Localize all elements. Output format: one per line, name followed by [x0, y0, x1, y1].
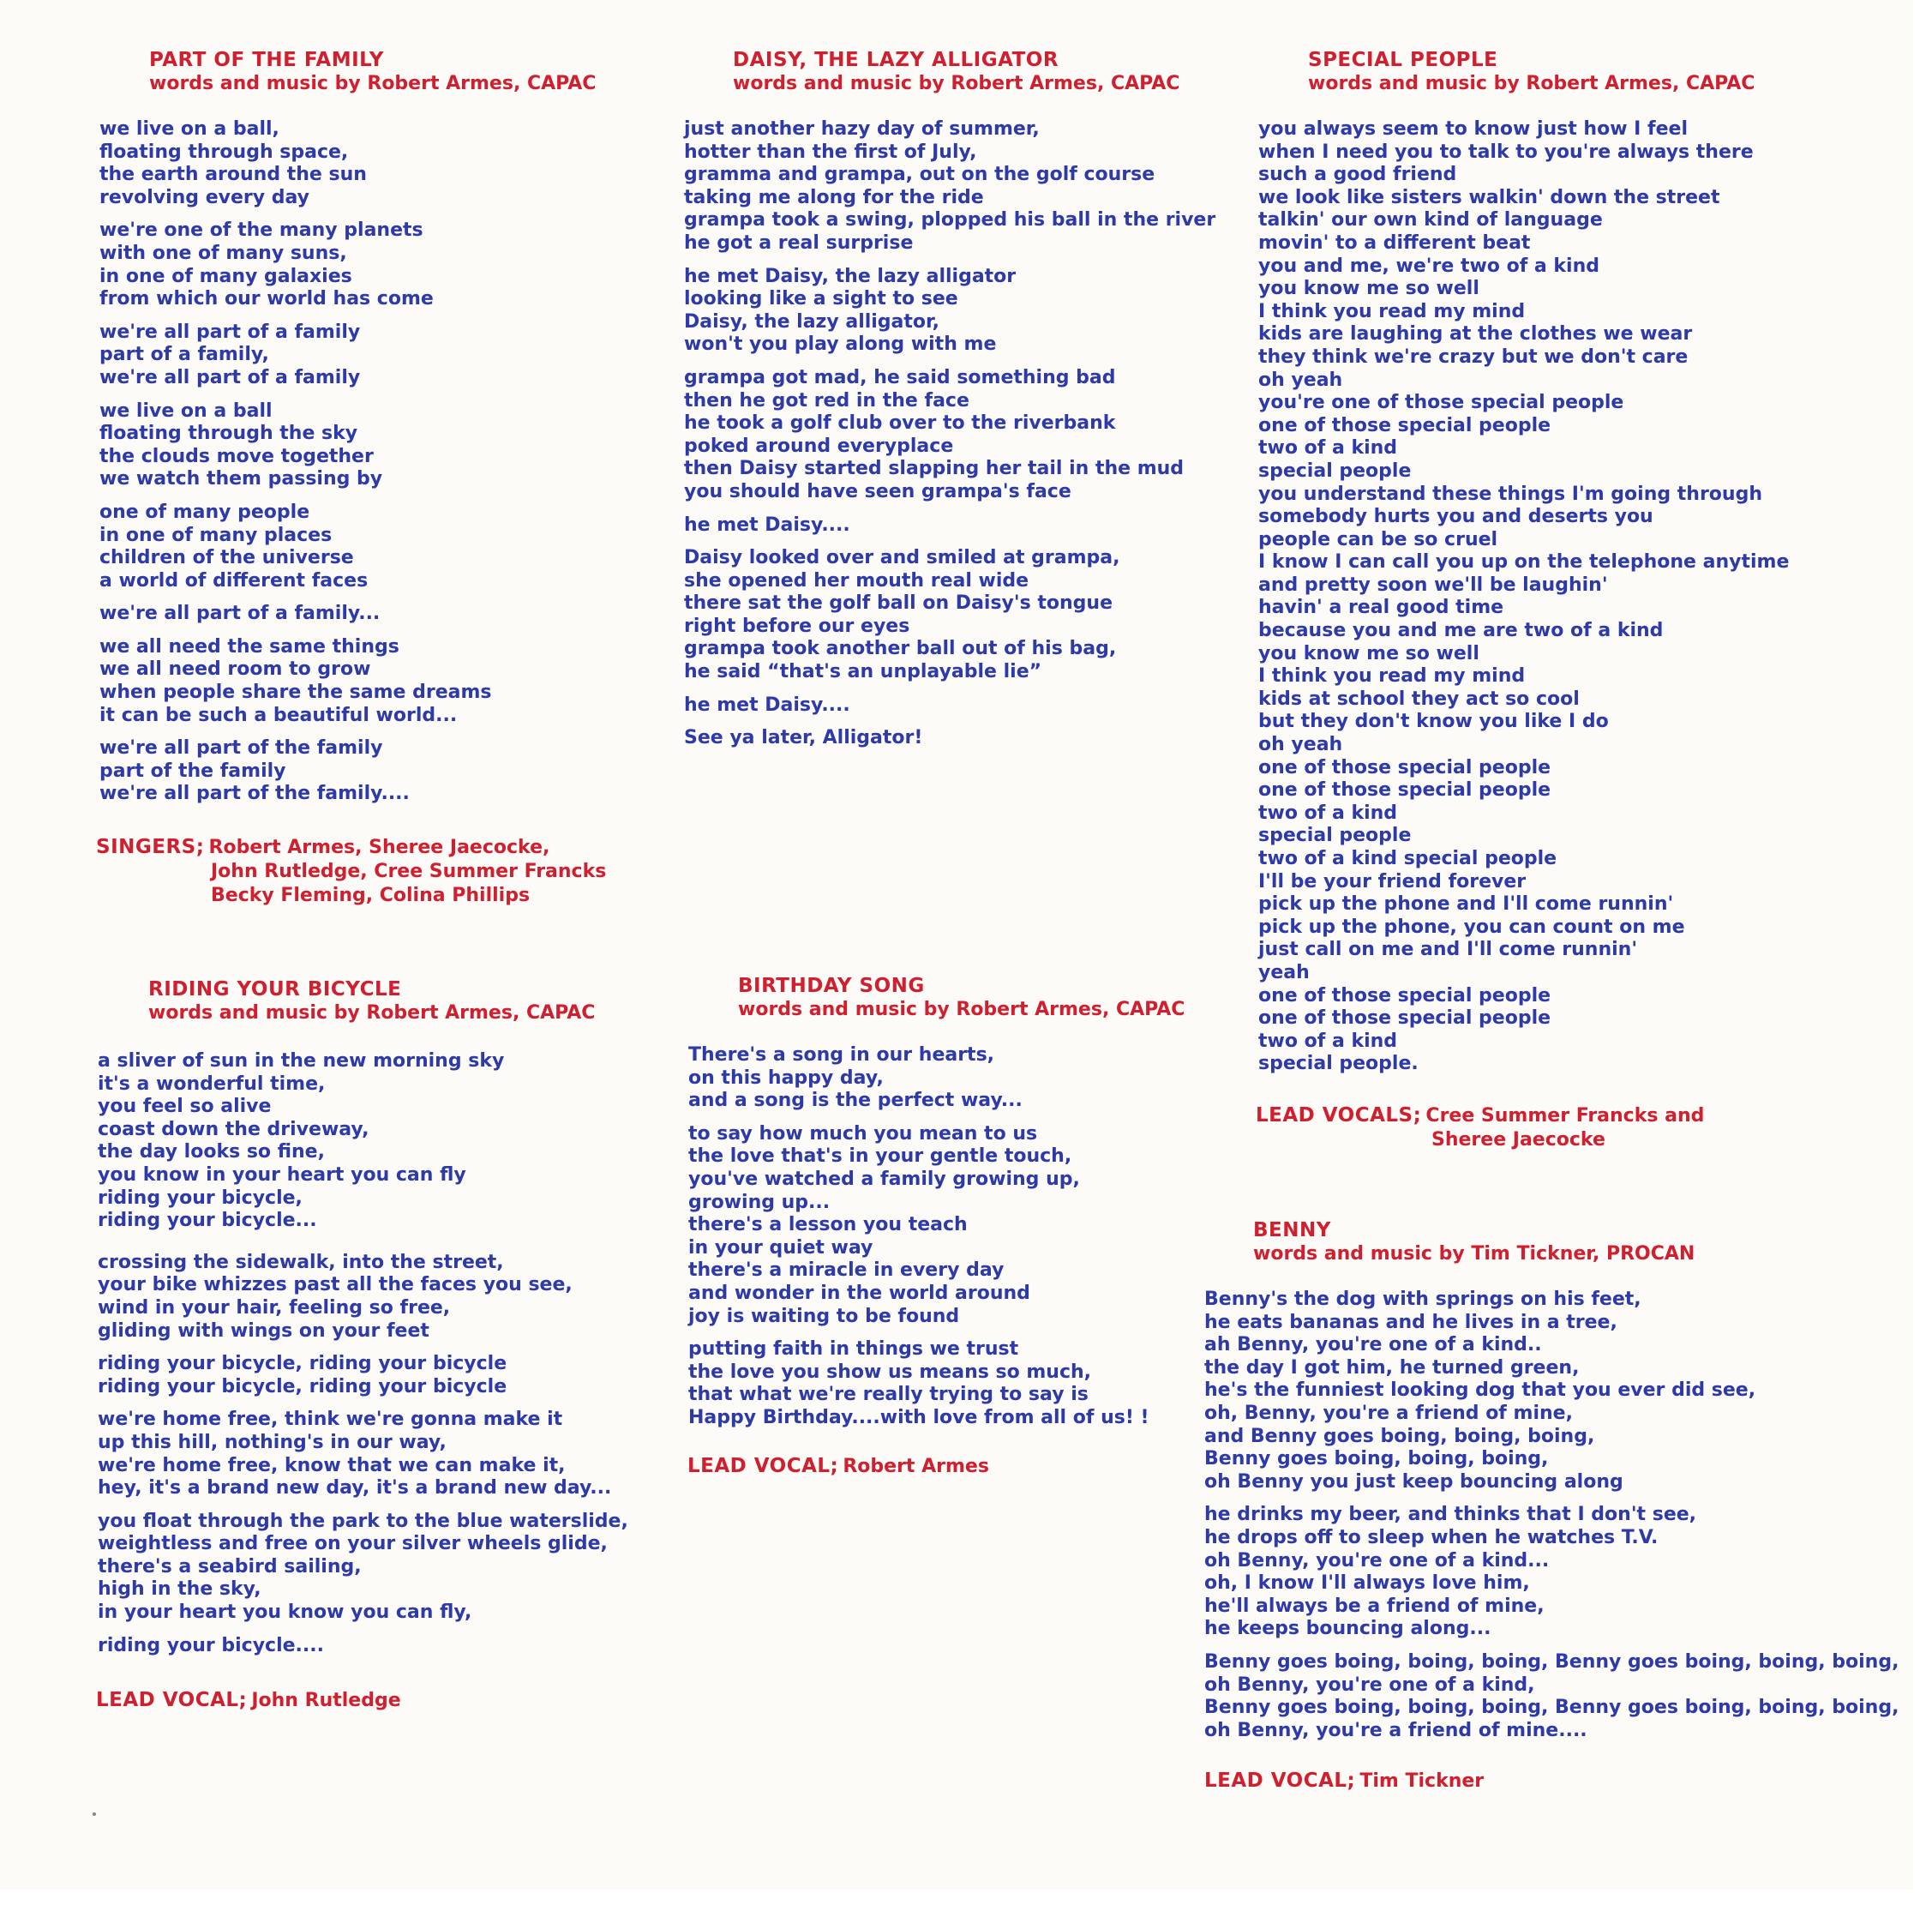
lyric-line: there's a seabird sailing, — [98, 1555, 362, 1577]
lyric-line: he eats bananas and he lives in a tree, — [1204, 1311, 1617, 1333]
lyric-line: in one of many galaxies — [99, 265, 352, 287]
lyrics-special-people — [1258, 118, 1789, 1086]
performers-special-people — [1256, 1104, 1704, 1152]
lyric-line: riding your bicycle.... — [98, 1634, 324, 1656]
lyric-line: part of a family, — [99, 344, 269, 366]
lyrics-daisy-the-lazy-alligator — [684, 118, 1215, 760]
lyric-line: oh Benny you just keep bouncing along — [1204, 1470, 1623, 1493]
lyric-line: Benny goes boing, boing, boing, Benny goes boing, boing, boing, — [1204, 1650, 1899, 1673]
lyric-line: we watch them passing by — [99, 468, 383, 490]
lyric-line: oh, I know I'll always love him, — [1204, 1572, 1530, 1595]
lyric-stanza — [99, 400, 492, 491]
lyric-line: you always seem to know just how I feel — [1258, 118, 1688, 140]
lyric-line: ah Benny, you're one of a kind.. — [1204, 1334, 1542, 1356]
lyric-stanza — [99, 322, 492, 390]
lyric-line: the clouds move together — [99, 445, 374, 467]
song-title: RIDING YOUR BICYCLE — [148, 978, 402, 1001]
lyric-line: There's a song in our hearts, — [688, 1044, 995, 1066]
lyric-line: revolving every day — [99, 186, 310, 208]
lyric-line: we live on a ball, — [99, 118, 279, 140]
lyric-line: the love that's in your gentle touch, — [688, 1145, 1072, 1168]
lyric-line: from which our world has come — [99, 288, 434, 310]
lyric-line: the day I got him, he turned green, — [1204, 1356, 1580, 1379]
lyric-line: grampa got mad, he said something bad — [684, 366, 1116, 388]
lyric-line: he'll always be a friend of mine, — [1204, 1595, 1545, 1617]
lyric-line: one of those special people — [1258, 414, 1551, 436]
lyric-line: pick up the phone, you can count on me — [1258, 916, 1685, 938]
lyric-line: it can be such a beautiful world... — [99, 704, 458, 726]
lyric-line: Daisy, the lazy alligator, — [684, 310, 940, 333]
lyric-line: one of those special people — [1258, 984, 1551, 1007]
lyric-line: one of those special people — [1258, 1007, 1551, 1030]
lyric-line: it's a wonderful time, — [98, 1073, 326, 1095]
lyric-line: she opened her mouth real wide — [684, 569, 1029, 592]
paper-speck — [93, 1812, 96, 1816]
lyric-line: grampa took a swing, plopped his ball in the river — [684, 209, 1216, 231]
lyric-line: you should have seen grampa's face — [684, 480, 1071, 502]
lyric-line: crossing the sidewalk, into the street, — [98, 1251, 504, 1273]
performer-names: Robert Armes, Sheree Jaecocke, — [208, 837, 550, 858]
lyric-stanza — [98, 1511, 628, 1625]
lyric-line: there's a lesson you teach — [688, 1214, 968, 1236]
lyric-line: two of a kind — [1258, 802, 1398, 824]
lyric-line: we're all part of a family — [99, 321, 361, 343]
lyric-line: yeah — [1258, 961, 1310, 983]
lyric-line: floating through the sky — [99, 423, 358, 445]
lyric-line: the day looks so fine, — [98, 1141, 325, 1163]
song-credit: words and music by Robert Armes, CAPAC — [149, 73, 597, 94]
lyric-line: when people share the same dreams — [99, 682, 492, 704]
song-title: SPECIAL PEOPLE — [1308, 49, 1498, 71]
lyric-line: your bike whizzes past all the faces you see, — [98, 1274, 573, 1296]
lyric-line: the earth around the sun — [99, 164, 367, 186]
performer-names: John Rutledge — [251, 1690, 401, 1711]
lyric-line: we're all part of the family.... — [99, 783, 410, 805]
lyric-line: you feel so alive — [98, 1096, 272, 1118]
lyric-line: that what we're really trying to say is — [688, 1384, 1089, 1406]
lyric-line: we live on a ball — [99, 400, 273, 422]
lyric-line: oh Benny, you're a friend of mine.... — [1204, 1719, 1587, 1741]
lyric-line: on this happy day, — [688, 1067, 884, 1089]
lyric-line: floating through space, — [99, 141, 349, 163]
performers-label: SINGERS; — [96, 836, 205, 858]
lyric-line: talkin' our own kind of language — [1258, 209, 1603, 231]
lyric-stanza — [688, 1123, 1149, 1328]
lyric-line: we're home free, think we're gonna make it — [98, 1409, 563, 1431]
lyric-stanza — [684, 727, 1215, 750]
lyric-line: havin' a real good time — [1258, 597, 1504, 619]
song-header-birthday-song — [738, 974, 1185, 1022]
lyric-line: to say how much you mean to us — [688, 1122, 1038, 1145]
lyric-line: when I need you to talk to you're always there — [1258, 141, 1754, 163]
lyric-stanza — [99, 603, 492, 626]
performers-riding-your-bicycle — [96, 1689, 401, 1713]
lyric-line: looking like a sight to see — [684, 288, 958, 310]
performer-names: Sheree Jaecocke — [1431, 1129, 1605, 1151]
lyric-line: hotter than the first of July, — [684, 141, 977, 163]
lyric-stanza — [684, 266, 1215, 357]
lyric-line: kids at school they act so cool — [1258, 688, 1580, 710]
lyric-line: oh Benny, you're one of a kind... — [1204, 1549, 1550, 1571]
lyric-line: two of a kind — [1258, 1030, 1398, 1052]
lyric-line: and wonder in the world around — [688, 1282, 1030, 1304]
lyric-line: weightless and free on your silver wheels glide, — [98, 1533, 608, 1555]
lyric-line: I know I can call you up on the telephone anytime — [1258, 551, 1790, 574]
lyric-stanza — [99, 502, 492, 592]
lyric-line: Benny goes boing, boing, boing, Benny goes boing, boing, boing, — [1204, 1697, 1899, 1719]
performers-label: LEAD VOCAL; — [96, 1689, 248, 1711]
lyric-line: won't you play along with me — [684, 334, 997, 356]
lyric-line: kids are laughing at the clothes we wear — [1258, 323, 1693, 346]
lyric-line: oh Benny, you're one of a kind, — [1204, 1674, 1535, 1696]
lyric-line: gliding with wings on your feet — [98, 1319, 429, 1342]
lyric-line: children of the universe — [99, 547, 354, 569]
performers-label: LEAD VOCALS; — [1256, 1104, 1422, 1127]
song-header-special-people — [1308, 48, 1755, 96]
lyric-line: just another hazy day of summer, — [684, 118, 1040, 140]
song-header-daisy-the-lazy-alligator — [733, 48, 1179, 96]
lyric-line: growing up... — [688, 1191, 831, 1213]
lyric-line: you're one of those special people — [1258, 392, 1624, 414]
song-header-riding-your-bicycle — [148, 977, 595, 1025]
lyric-line: in your quiet way — [688, 1236, 873, 1259]
lyric-line: he met Daisy.... — [684, 694, 850, 716]
lyric-stanza — [684, 367, 1215, 504]
lyric-stanza — [1258, 118, 1789, 1076]
lyric-line: he keeps bouncing along... — [1204, 1618, 1491, 1640]
lyric-stanza — [1204, 1289, 1899, 1493]
lyric-line: part of the family — [99, 760, 286, 782]
lyric-line: special people. — [1258, 1053, 1419, 1075]
lyric-line: with one of many suns, — [99, 242, 347, 264]
song-title: BENNY — [1253, 1219, 1331, 1241]
lyric-line: I think you read my mind — [1258, 665, 1526, 688]
lyric-line: up this hill, nothing's in our way, — [98, 1431, 447, 1453]
performer-names: Cree Summer Francks and — [1425, 1105, 1705, 1127]
lyric-line: riding your bicycle, riding your bicycle — [98, 1353, 507, 1375]
lyric-line: they think we're crazy but we don't care — [1258, 346, 1689, 368]
performers-label: LEAD VOCAL; — [1204, 1770, 1356, 1792]
lyric-line: riding your bicycle, — [98, 1187, 303, 1209]
lyric-line: in one of many places — [99, 524, 333, 546]
lyric-line: oh, Benny, you're a friend of mine, — [1204, 1402, 1573, 1424]
lyric-line: the love you show us means so much, — [688, 1361, 1092, 1383]
lyric-line: we all need room to grow — [99, 658, 371, 681]
lyric-stanza — [684, 118, 1215, 255]
lyric-line: then Daisy started slapping her tail in the mud — [684, 458, 1185, 480]
lyric-line: pick up the phone and I'll come runnin' — [1258, 893, 1674, 916]
lyric-line: you know me so well — [1258, 642, 1479, 664]
lyric-line: I'll be your friend forever — [1258, 870, 1527, 892]
lyric-line: you know in your heart you can fly — [98, 1163, 466, 1186]
lyric-line: a world of different faces — [99, 569, 369, 592]
performer-names: John Rutledge, Cree Summer Francks — [211, 861, 607, 882]
lyric-line: gramma and grampa, out on the golf course — [684, 164, 1155, 186]
lyric-line: in your heart you know you can fly, — [98, 1602, 472, 1624]
lyric-line: high in the sky, — [98, 1578, 261, 1601]
lyric-stanza — [99, 118, 492, 209]
lyric-line: one of many people — [99, 501, 310, 523]
lyric-line: Benny's the dog with springs on his feet, — [1204, 1289, 1641, 1310]
lyric-line: he took a golf club over to the riverbank — [684, 412, 1116, 435]
lyric-line: you've watched a family growing up, — [688, 1168, 1080, 1190]
lyric-stanza — [684, 514, 1215, 538]
lyric-line: Happy Birthday....with love from all of us! ! — [688, 1406, 1149, 1428]
song-header-benny — [1253, 1218, 1695, 1266]
lyric-line: Benny goes boing, boing, boing, — [1204, 1448, 1549, 1470]
lyric-line: you know me so well — [1258, 278, 1479, 300]
song-credit: words and music by Robert Armes, CAPAC — [1308, 73, 1755, 94]
lyric-line: you and me, we're two of a kind — [1258, 255, 1600, 277]
lyrics-part-of-the-family — [99, 118, 492, 816]
lyric-line: hey, it's a brand new day, it's a brand new day... — [98, 1477, 612, 1499]
lyric-line: but they don't know you like I do — [1258, 711, 1609, 733]
song-header-part-of-the-family — [149, 48, 596, 96]
lyric-line: he drinks my beer, and thinks that I don't see, — [1204, 1504, 1697, 1526]
lyric-line: taking me along for the ride — [684, 186, 984, 208]
lyric-line: he met Daisy.... — [684, 514, 850, 536]
lyric-line: special people — [1258, 825, 1412, 847]
performer-names: Robert Armes — [843, 1456, 989, 1477]
lyric-stanza — [98, 1050, 628, 1233]
lyric-line: he met Daisy, the lazy alligator — [684, 265, 1017, 287]
lyric-line: one of those special people — [1258, 756, 1551, 778]
performers-label: LEAD VOCAL; — [687, 1455, 839, 1477]
lyric-line: a sliver of sun in the new morning sky — [98, 1050, 505, 1072]
lyric-stanza — [684, 547, 1215, 684]
performer-names: Tim Tickner — [1359, 1770, 1485, 1792]
performer-names: Becky Fleming, Colina Phillips — [211, 885, 531, 906]
lyric-line: wind in your hair, feeling so free, — [98, 1296, 451, 1319]
lyric-line: two of a kind special people — [1258, 848, 1557, 869]
lyric-line: we all need the same things — [99, 635, 399, 658]
lyric-line: oh yeah — [1258, 369, 1343, 391]
song-title: PART OF THE FAMILY — [149, 49, 384, 71]
lyric-stanza — [98, 1353, 628, 1398]
lyric-stanza — [1204, 1651, 1899, 1742]
lyric-line: and Benny goes boing, boing, boing, — [1204, 1425, 1595, 1447]
lyric-stanza — [1204, 1504, 1899, 1641]
lyrics-benny — [1204, 1289, 1899, 1752]
lyric-line: coast down the driveway, — [98, 1118, 369, 1140]
lyric-line: he got a real surprise — [684, 231, 914, 254]
song-title: BIRTHDAY SONG — [738, 975, 925, 997]
lyric-line: oh yeah — [1258, 734, 1343, 756]
lyric-line: poked around everyplace — [684, 435, 954, 457]
lyric-line: riding your bicycle, riding your bicycle — [98, 1375, 507, 1397]
performers-benny — [1204, 1770, 1484, 1794]
lyric-line: we're all part of the family — [99, 737, 383, 760]
lyric-line: and a song is the perfect way... — [688, 1090, 1023, 1112]
lyric-stanza — [99, 737, 492, 806]
lyric-line: there's a miracle in every day — [688, 1259, 1005, 1282]
song-credit: words and music by Robert Armes, CAPAC — [148, 1002, 596, 1024]
lyric-line: two of a kind — [1258, 437, 1398, 460]
performers-part-of-the-family — [96, 836, 606, 908]
lyric-line: putting faith in things we trust — [688, 1338, 1019, 1361]
lyric-line: we're all part of a family... — [99, 603, 381, 625]
lyric-line: somebody hurts you and deserts you — [1258, 506, 1653, 528]
lyric-line: people can be so cruel — [1258, 528, 1498, 550]
lyrics-birthday-song — [688, 1044, 1149, 1440]
lyric-line: then he got red in the face — [684, 389, 969, 412]
performers-birthday-song — [687, 1455, 989, 1479]
lyric-line: he drops off to sleep when he watches T.V. — [1204, 1526, 1659, 1548]
lyric-line: grampa took another ball out of his bag, — [684, 638, 1117, 660]
lyric-stanza — [98, 1409, 628, 1499]
lyric-line: you understand these things I'm going through — [1258, 483, 1762, 505]
lyric-line: because you and me are two of a kind — [1258, 620, 1664, 642]
lyrics-riding-your-bicycle — [98, 1050, 628, 1668]
lyric-line: and pretty soon we'll be laughin' — [1258, 574, 1608, 596]
lyric-line: we look like sisters walkin' down the street — [1258, 186, 1720, 208]
lyric-line: we're home free, know that we can make it, — [98, 1454, 566, 1476]
lyric-stanza — [688, 1338, 1149, 1429]
lyric-line: he said “that's an unplayable lie” — [684, 661, 1042, 683]
song-credit: words and music by Robert Armes, CAPAC — [738, 999, 1185, 1020]
lyric-line: I think you read my mind — [1258, 300, 1526, 322]
lyric-line: special people — [1258, 460, 1412, 482]
lyric-stanza — [99, 636, 492, 727]
song-credit: words and music by Tim Tickner, PROCAN — [1253, 1243, 1695, 1265]
lyric-line: there sat the golf ball on Daisy's tongue — [684, 592, 1113, 615]
lyric-line: one of those special people — [1258, 779, 1551, 802]
lyric-line: Daisy looked over and smiled at grampa, — [684, 547, 1120, 569]
lyric-line: we're one of the many planets — [99, 219, 423, 242]
lyric-line: joy is waiting to be found — [688, 1305, 960, 1327]
lyric-stanza — [684, 694, 1215, 718]
lyric-stanza — [99, 219, 492, 310]
lyric-line: we're all part of a family — [99, 366, 361, 388]
lyric-stanza — [98, 1252, 628, 1343]
lyric-line: movin' to a different beat — [1258, 231, 1531, 254]
lyric-line: he's the funniest looking dog that you ever did see, — [1204, 1379, 1756, 1402]
lyric-line: right before our eyes — [684, 615, 910, 637]
song-title: DAISY, THE LAZY ALLIGATOR — [733, 49, 1059, 71]
lyric-line: just call on me and I'll come runnin' — [1258, 939, 1638, 961]
lyric-line: such a good friend — [1258, 164, 1457, 186]
lyric-line: See ya later, Alligator! — [684, 727, 923, 749]
lyric-stanza — [688, 1044, 1149, 1113]
song-credit: words and music by Robert Armes, CAPAC — [733, 73, 1180, 94]
lyric-line: riding your bicycle... — [98, 1210, 317, 1232]
lyric-stanza — [98, 1635, 628, 1658]
lyric-line: you float through the park to the blue waterslide, — [98, 1510, 628, 1532]
